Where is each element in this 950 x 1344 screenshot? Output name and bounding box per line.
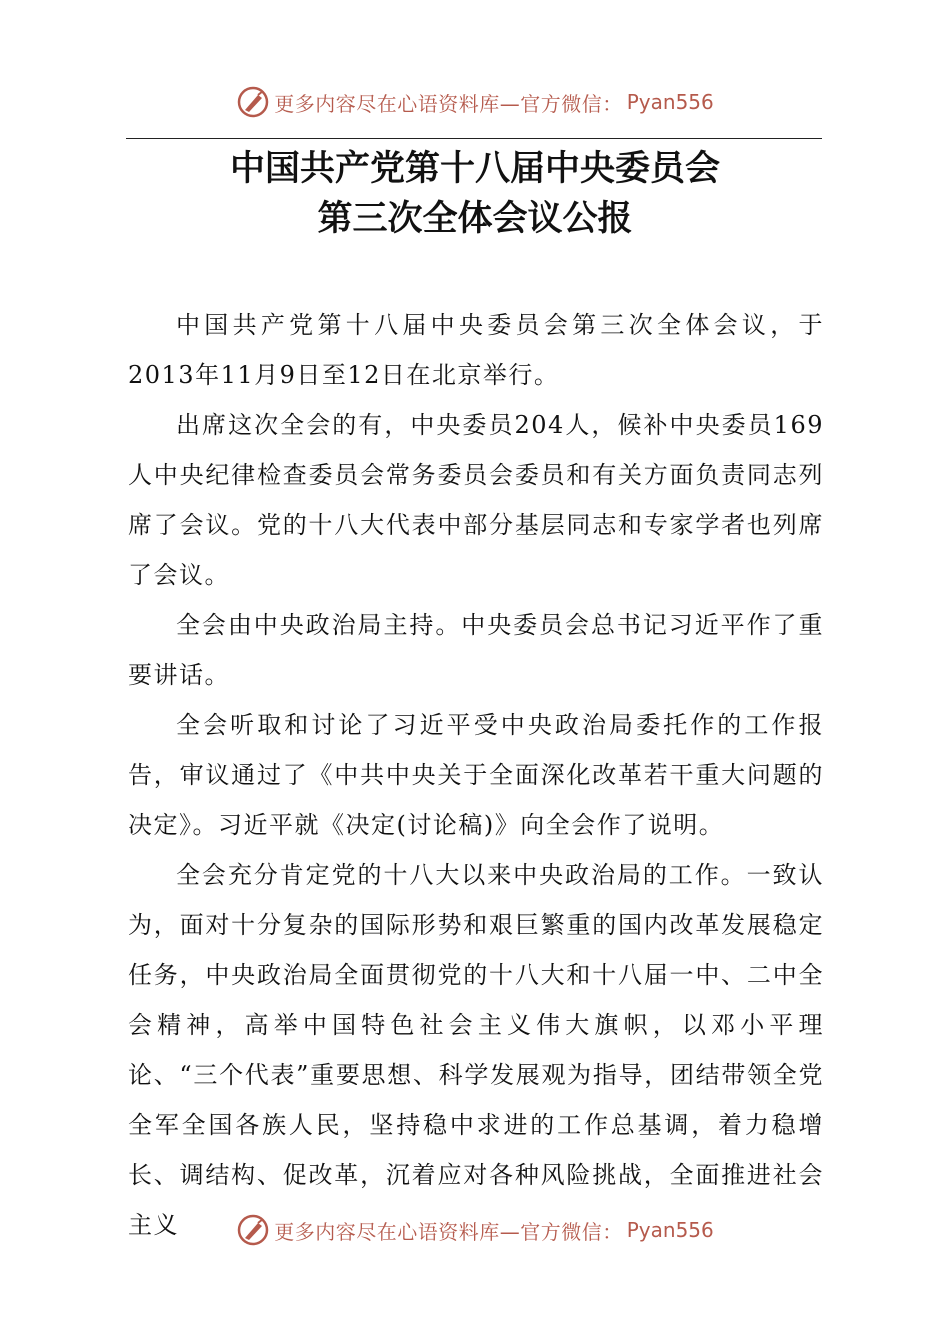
paragraph: 出席这次全会的有，中央委员204人，候补中央委员169人中央纪律检查委员会常务委员会委员和有关方面负责同志列席了会议。党的十八大代表中部分基层同志和专家学者也列席了会议。 <box>128 411 824 589</box>
paragraph: 全会由中央政治局主持。中央委员会总书记习近平作了重要讲话。 <box>128 611 824 689</box>
footer-banner-text: 更多内容尽在心语资料库—官方微信： <box>274 1219 623 1244</box>
header-divider <box>126 138 822 139</box>
title-line-1: 中国共产党第十八届中央委员会 <box>229 148 720 189</box>
pen-nib-logo-icon <box>236 1213 270 1247</box>
paragraph: 全会充分肯定党的十八大以来中央政治局的工作。一致认为，面对十分复杂的国际形势和艰巨繁重的国内改革发展稳定任务，中央政治局全面贯彻党的十八大和十八届一中、二中全会精神，高举中国特色社会主义伟大旗帜，以邓小平理论、“三个代表”重要思想、科学发展观为指导，团结带领全党全军全国各族人民，坚持稳中求进的工作总基调，着力稳增长、调结构、促改革，沉着应对各种风险挑战，全面推进社会主义 <box>128 861 824 1239</box>
pen-nib-logo-icon <box>236 85 270 119</box>
title-line-2: 第三次全体会议公报 <box>317 198 633 239</box>
footer-banner <box>0 1210 950 1250</box>
paragraph: 中国共产党第十八届中央委员会第三次全体会议，于2013年11月9日至12日在北京举行。 <box>128 311 824 389</box>
header-banner-text: 更多内容尽在心语资料库—官方微信： <box>274 91 623 116</box>
header-banner <box>0 82 950 122</box>
footer-wechat-id: Pyan556 <box>626 1218 714 1242</box>
document-body <box>128 300 824 1250</box>
paragraph: 全会听取和讨论了习近平受中央政治局委托作的工作报告，审议通过了《中共中央关于全面深化改革若干重大问题的决定》。习近平就《决定(讨论稿)》向全会作了说明。 <box>128 711 824 839</box>
header-wechat-id: Pyan556 <box>626 90 714 114</box>
document-title <box>0 144 950 244</box>
